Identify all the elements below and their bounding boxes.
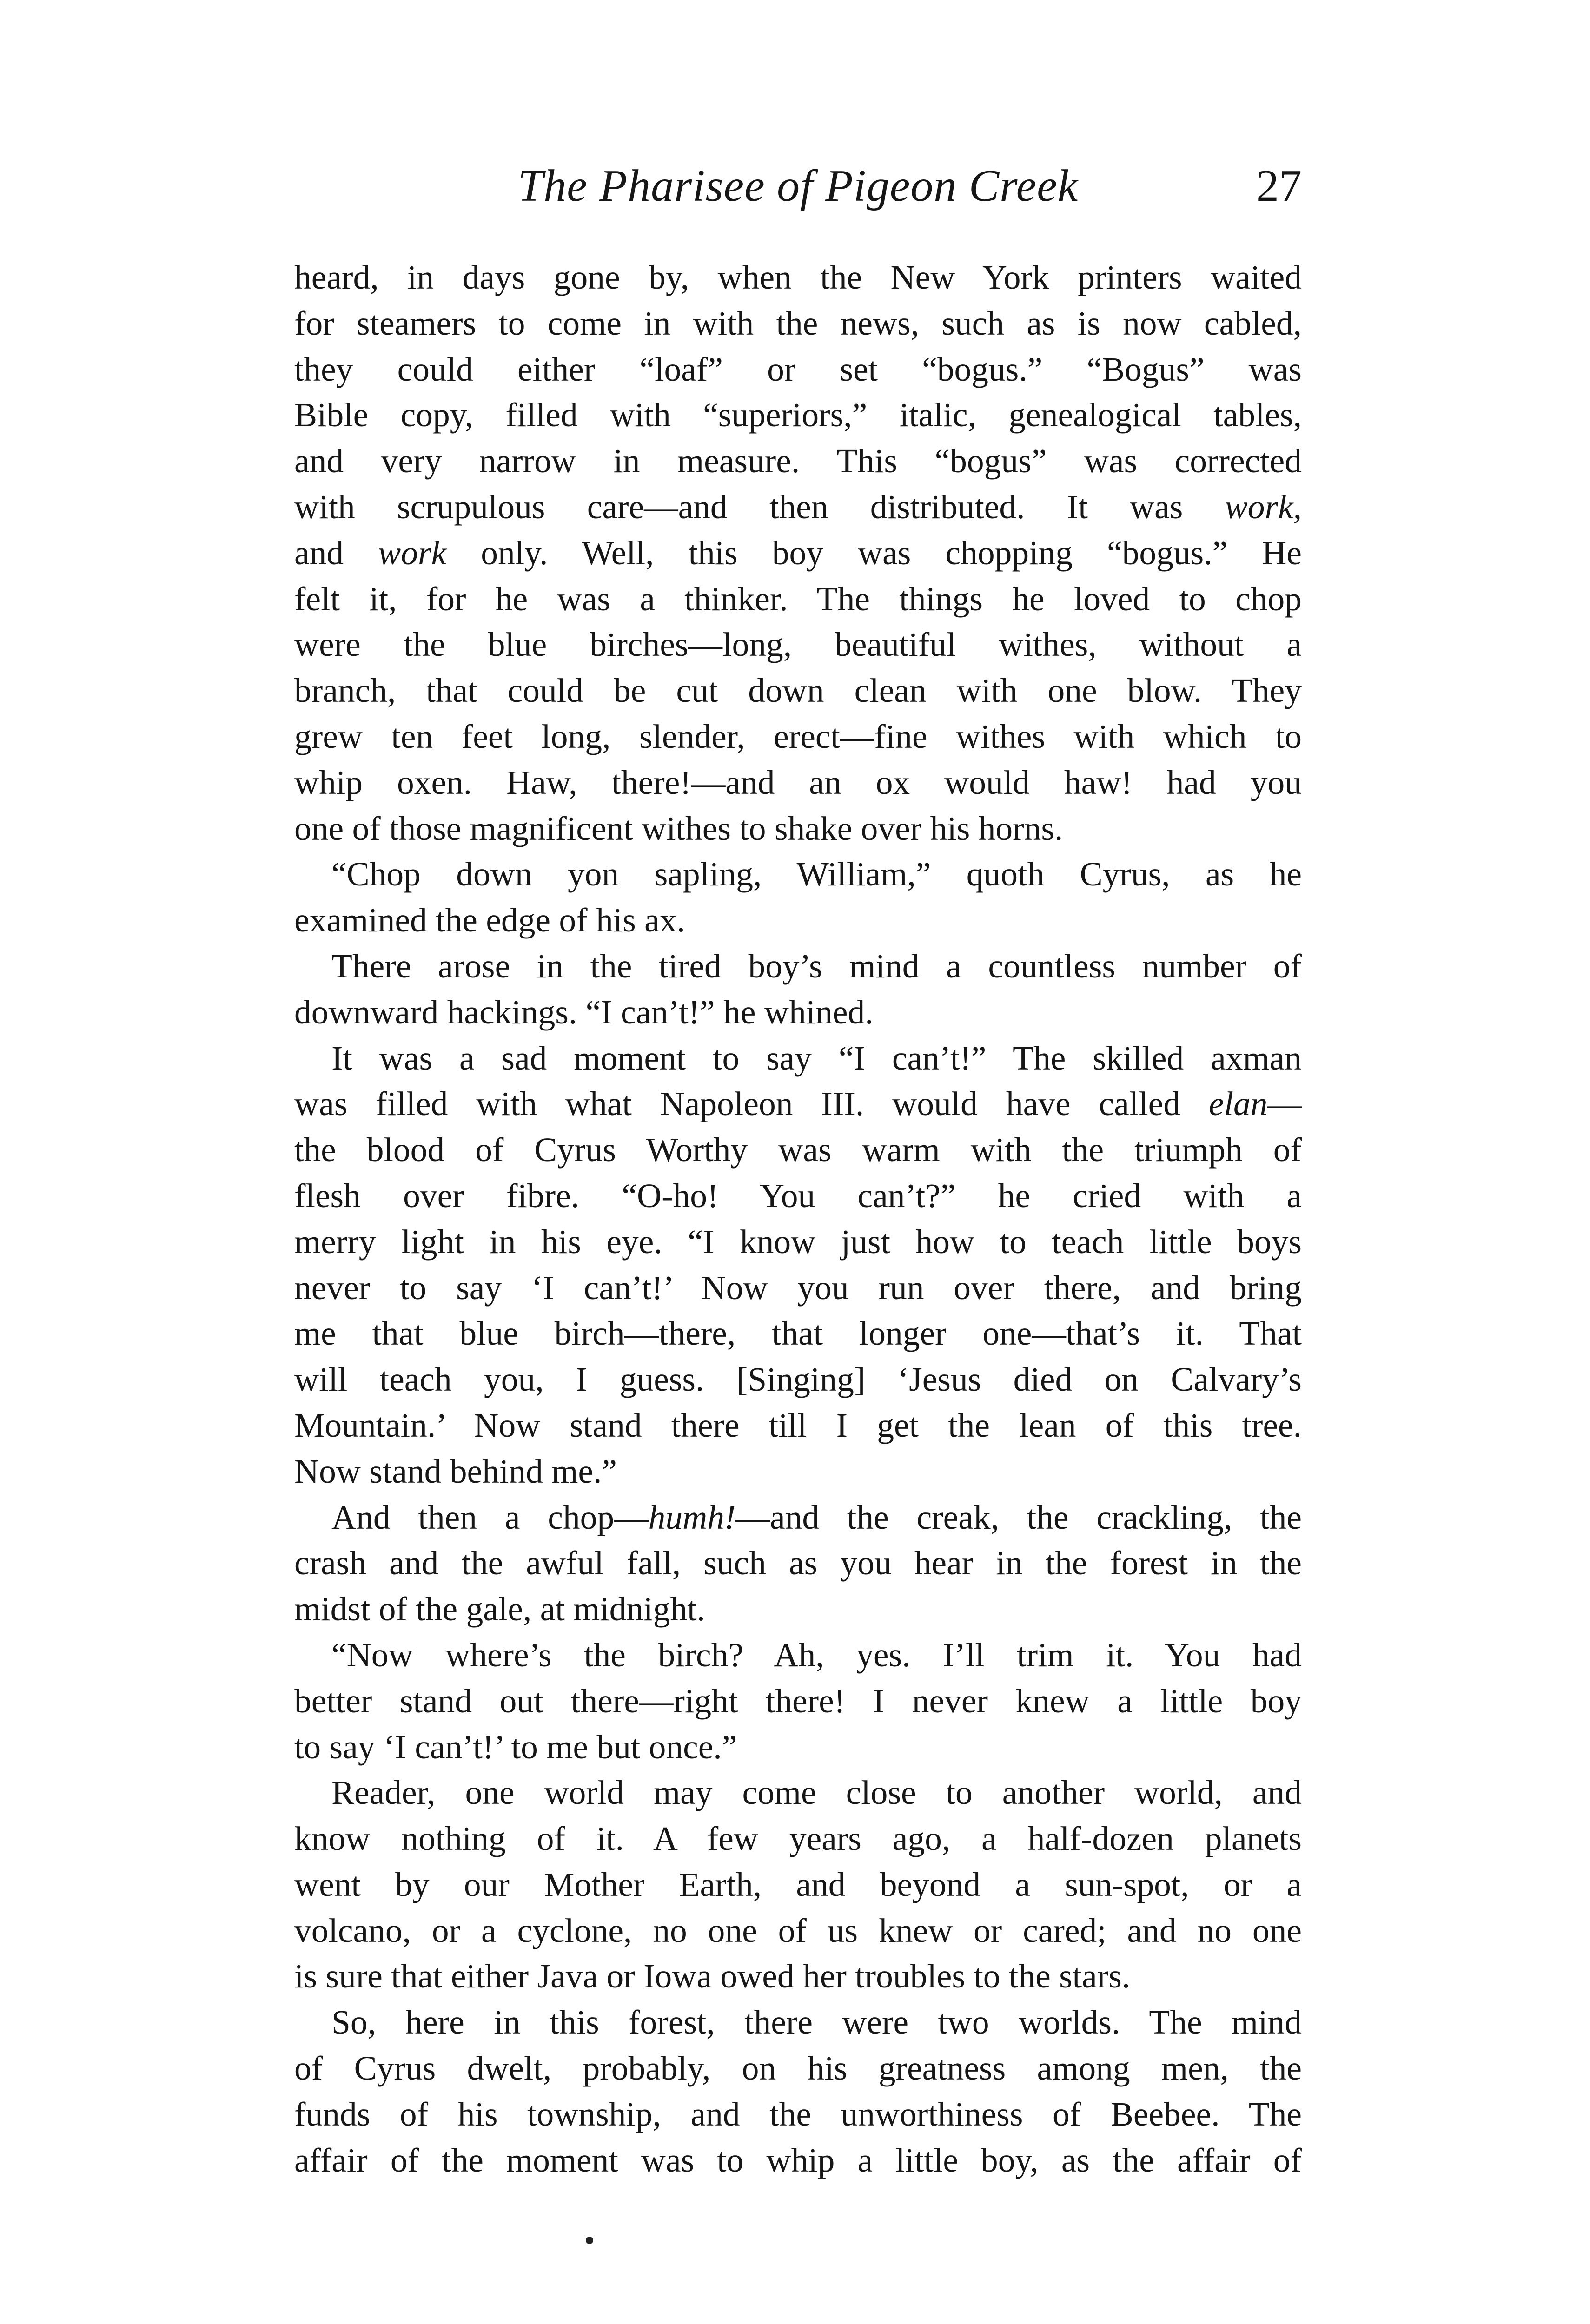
text-line [294, 301, 1302, 347]
text-run: merry light in his eye. “I know just how to teach little boys [294, 1222, 1302, 1261]
text-line [294, 760, 1302, 806]
italic-text: work, [1225, 488, 1302, 526]
text-line [294, 1770, 1302, 1816]
text-line [294, 255, 1302, 301]
text-run: Now stand behind me.” [294, 1452, 617, 1490]
text-line [294, 1495, 1302, 1541]
paragraph [294, 852, 1302, 944]
text-run: were the blue birches—long, beautiful withes, without a [294, 626, 1302, 664]
text-run: know nothing of it. A few years ago, a half-dozen planets [294, 1820, 1302, 1858]
text-run: affair of the moment was to whip a little boy, as the affair of [294, 2141, 1302, 2179]
text-line [294, 852, 1302, 898]
text-run: only. Well, this boy was chopping “bogus.” He [446, 534, 1302, 572]
text-line [294, 1954, 1302, 2000]
text-run: for steamers to come in with the news, such as is now cabled, [294, 304, 1302, 342]
text-line [294, 1632, 1302, 1678]
text-run: was filled with what Napoleon III. would have called [294, 1085, 1209, 1123]
text-run: one of those magnificent withes to shake over his horns. [294, 809, 1063, 847]
running-head [294, 153, 1302, 218]
text-run: heard, in days gone by, when the New York printers waited [294, 258, 1302, 296]
text-run: “Now where’s the birch? Ah, yes. I’ll trim it. You had [331, 1636, 1302, 1674]
text-line [294, 1219, 1302, 1265]
text-line [294, 1724, 1302, 1770]
text-run: “Chop down yon sapling, William,” quoth Cyrus, as he [331, 855, 1302, 893]
text-line [294, 438, 1302, 484]
text-line [294, 1403, 1302, 1449]
text-line [294, 1357, 1302, 1403]
text-run: and [294, 534, 378, 572]
text-line [294, 806, 1302, 852]
paragraph [294, 2000, 1302, 2183]
text-line [294, 1311, 1302, 1357]
text-line [294, 944, 1302, 990]
text-run: crash and the awful fall, such as you hear in the forest in the [294, 1544, 1302, 1582]
italic-text: elan [1208, 1085, 1268, 1123]
text-run: midst of the gale, at midnight. [294, 1590, 705, 1628]
text-line [294, 484, 1302, 530]
text-line [294, 2138, 1302, 2184]
text-run: branch, that could be cut down clean with one blow. They [294, 672, 1302, 710]
text-run: Mountain.’ Now stand there till I get the lean of this tree. [294, 1406, 1302, 1444]
text-line [294, 1816, 1302, 1862]
paragraph [294, 1036, 1302, 1495]
text-line [294, 2046, 1302, 2092]
text-line [294, 1265, 1302, 1311]
text-line [294, 1908, 1302, 1954]
text-line [294, 622, 1302, 668]
text-line [294, 1081, 1302, 1127]
ink-dot [586, 2237, 593, 2244]
page-number: 27 [1256, 161, 1302, 211]
text-line [294, 2092, 1302, 2138]
paragraph [294, 1495, 1302, 1632]
text-run: better stand out there—right there! I never knew a little boy [294, 1682, 1302, 1720]
text-run: to say ‘I can’t!’ to me but once.” [294, 1728, 737, 1766]
paragraph [294, 1632, 1302, 1770]
text-run: examined the edge of his ax. [294, 901, 685, 939]
text-line [294, 2000, 1302, 2046]
text-run: the blood of Cyrus Worthy was warm with the triumph of [294, 1131, 1302, 1169]
text-line [294, 347, 1302, 393]
text-line [294, 1036, 1302, 1082]
text-run: So, here in this forest, there were two worlds. The mind [331, 2003, 1302, 2041]
text-run: It was a sad moment to say “I can’t!” The skilled axman [331, 1039, 1302, 1077]
paragraph [294, 1770, 1302, 2000]
text-line [294, 1678, 1302, 1724]
italic-text: work [378, 534, 447, 572]
text-line [294, 1586, 1302, 1632]
text-run: downward hackings. “I can’t!” he whined. [294, 993, 874, 1031]
text-line [294, 1173, 1302, 1219]
text-line [294, 714, 1302, 760]
text-run: grew ten feet long, slender, erect—fine withes with which to [294, 717, 1302, 755]
text-run: they could either “loaf” or set “bogus.” “Bogus” was [294, 350, 1302, 388]
text-line [294, 898, 1302, 944]
text-line [294, 1540, 1302, 1586]
text-run: will teach you, I guess. [Singing] ‘Jesus died on Calvary’s [294, 1360, 1302, 1399]
text-line [294, 990, 1302, 1036]
text-run: — [1267, 1085, 1302, 1123]
text-line [294, 668, 1302, 714]
text-run: never to say ‘I can’t!’ Now you run over there, and bring [294, 1268, 1302, 1307]
text-run: felt it, for he was a thinker. The things he loved to chop [294, 580, 1302, 618]
text-run: Bible copy, filled with “superiors,” italic, genealogical tables, [294, 396, 1302, 434]
text-line [294, 576, 1302, 622]
text-line [294, 1862, 1302, 1908]
text-run: of Cyrus dwelt, probably, on his greatness among men, the [294, 2049, 1302, 2087]
text-run: funds of his township, and the unworthiness of Beebee. The [294, 2095, 1302, 2133]
text-run: me that blue birch—there, that longer one—that’s it. That [294, 1314, 1302, 1353]
text-run: volcano, or a cyclone, no one of us knew or cared; and no one [294, 1911, 1302, 1949]
text-run: with scrupulous care—and then distributed. It was [294, 488, 1225, 526]
text-run: There arose in the tired boy’s mind a countless number of [331, 947, 1302, 985]
text-run: And then a chop— [331, 1498, 649, 1536]
paragraph [294, 944, 1302, 1036]
body-text [294, 255, 1302, 2183]
text-run: flesh over fibre. “O-ho! You can’t?” he cried with a [294, 1176, 1302, 1215]
text-run: is sure that either Java or Iowa owed her troubles to the stars. [294, 1957, 1131, 1995]
text-run: went by our Mother Earth, and beyond a sun-spot, or a [294, 1865, 1302, 1903]
text-line [294, 530, 1302, 576]
text-line [294, 1127, 1302, 1173]
text-line [294, 1449, 1302, 1495]
paragraph [294, 255, 1302, 852]
text-run: and very narrow in measure. This “bogus” was corrected [294, 442, 1302, 480]
text-line [294, 392, 1302, 438]
running-title: The Pharisee of Pigeon Creek [517, 161, 1079, 211]
text-run: —and the creak, the crackling, the [735, 1498, 1302, 1536]
italic-text: humh! [648, 1498, 736, 1536]
text-run: Reader, one world may come close to another world, and [331, 1774, 1302, 1812]
text-run: whip oxen. Haw, there!—and an ox would haw! had you [294, 763, 1302, 801]
